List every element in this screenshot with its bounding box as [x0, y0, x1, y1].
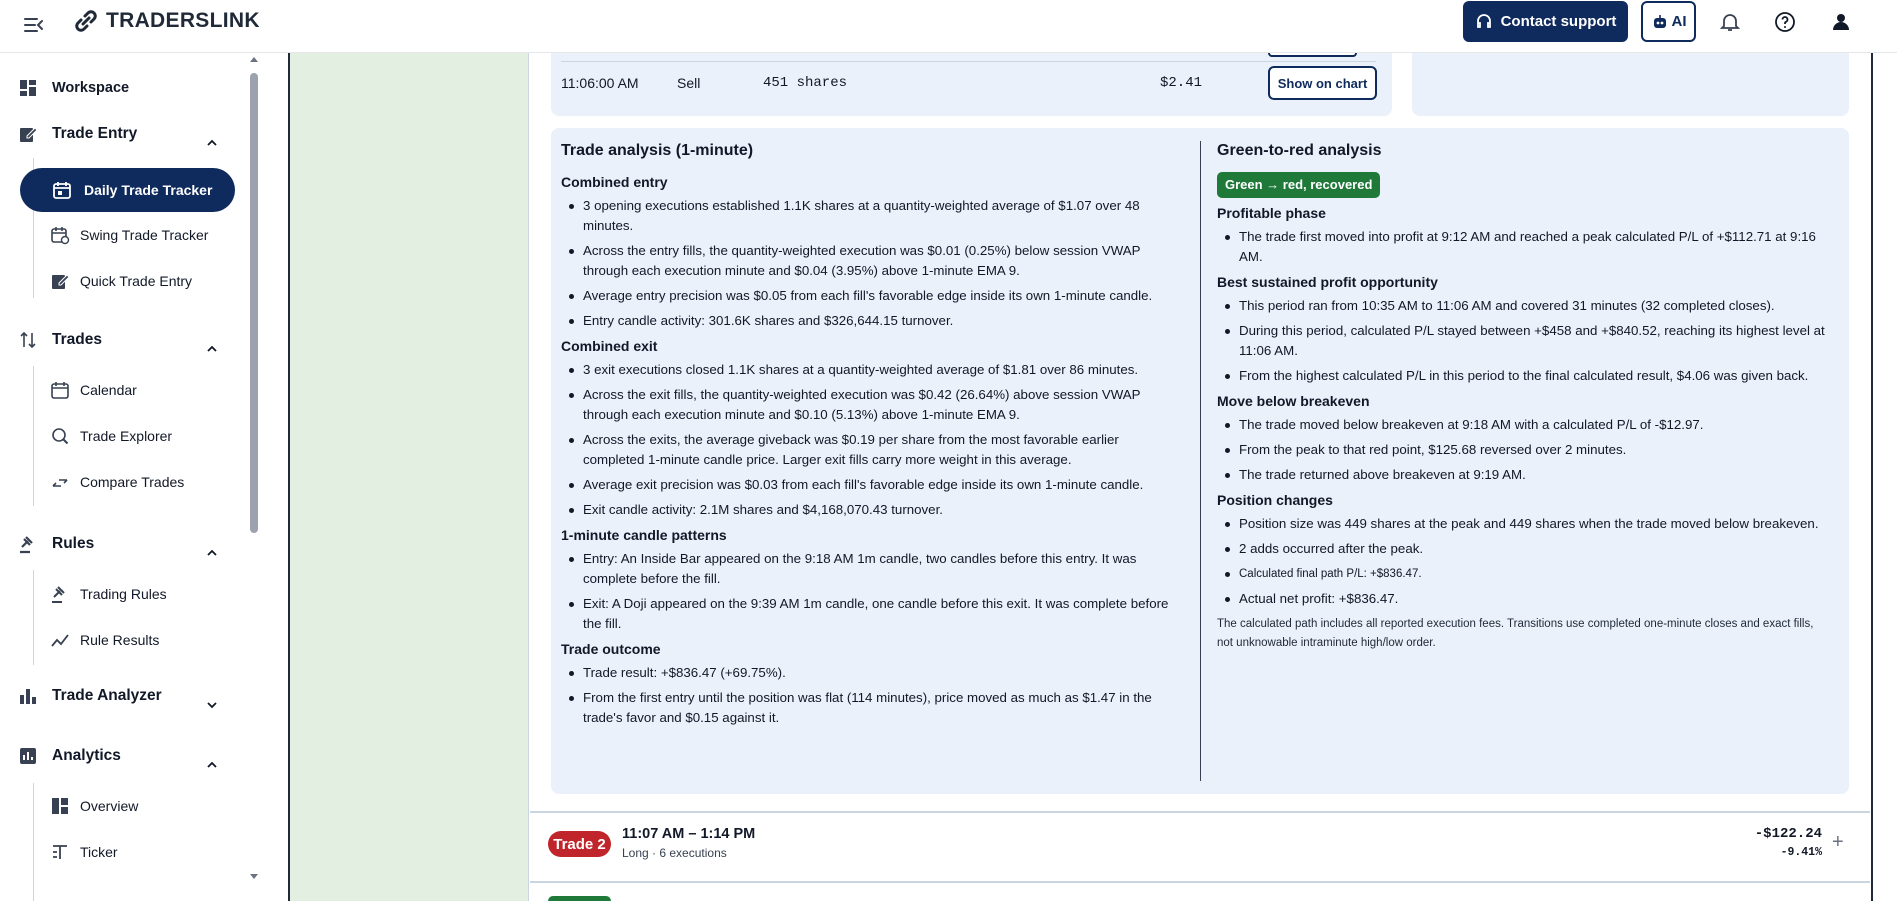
sidebar-scroll-thumb[interactable]	[250, 73, 258, 533]
combined-entry-list	[561, 196, 1181, 331]
workspace-icon	[18, 78, 38, 98]
list-item: 3 opening executions established 1.1K shares at a quantity-weighted average of $1.07 over 48 minutes.	[561, 196, 1181, 236]
sidebar-scrollbar[interactable]	[248, 53, 260, 901]
list-item: From the highest calculated P/L in this period to the final calculated result, $4.06 was given back.	[1217, 366, 1832, 386]
analysis-footnote: The calculated path includes all reported execution fees. Transitions use completed one-minute closes and exact fills, not unknowable intraminute high/low order.	[1217, 618, 1814, 649]
menu-collapse-icon[interactable]	[22, 13, 46, 37]
sidebar-section-trades[interactable]	[18, 330, 102, 350]
list-item: 3 exit executions closed 1.1K shares at a quantity-weighted average of $1.81 over 86 minutes.	[561, 360, 1181, 380]
list-item: From the peak to that red point, $125.68 reversed over 2 minutes.	[1217, 440, 1832, 460]
edit-icon	[50, 271, 70, 291]
sidebar-workspace-label: Workspace	[52, 80, 130, 96]
combined-exit-heading: Combined exit	[561, 338, 658, 354]
show-on-chart-label: Show on chart	[1277, 75, 1368, 91]
top-bar	[0, 0, 1897, 53]
sidebar	[0, 53, 262, 901]
scroll-down-icon[interactable]	[249, 873, 259, 881]
profitable-phase-list	[1217, 227, 1832, 267]
list-item: Across the entry fills, the quantity-weighted execution was $0.01 (0.25%) below session VWAP through each execution minute and $0.04 (3.95%) above 1-minute EMA 9.	[561, 241, 1181, 281]
trade-subtitle: Long · 6 executions	[622, 846, 727, 860]
list-item: Across the exit fills, the quantity-weighted execution was $0.42 (26.64%) above session VWAP through each execution minute and $0.10 (5.13%) above 1-minute EMA 9.	[561, 385, 1181, 425]
sidebar-section-rules[interactable]	[18, 534, 94, 554]
gavel-icon	[18, 534, 38, 554]
profitable-phase-heading: Profitable phase	[1217, 205, 1326, 221]
exec-quantity: 451 shares	[763, 75, 848, 91]
brand-name: TRADERSLINK	[106, 9, 260, 32]
candle-patterns-heading: 1-minute candle patterns	[561, 527, 727, 543]
summary-card	[1412, 53, 1849, 116]
best-opportunity-list	[1217, 296, 1832, 386]
final-path-item: Calculated final path P/L: +$836.47.	[1217, 564, 1832, 584]
sidebar-guide-line	[33, 783, 34, 901]
contact-support-button[interactable]	[1463, 1, 1628, 42]
sidebar-item-compare-trades[interactable]	[50, 472, 184, 492]
net-profit-item: Actual net profit: +$836.47.	[1217, 589, 1832, 609]
bar-chart-icon	[18, 686, 38, 706]
sidebar-guide-line	[33, 366, 34, 506]
sidebar-daily-trade-tracker-label: Daily Trade Tracker	[84, 182, 213, 198]
list-item: Entry: An Inside Bar appeared on the 9:18 AM 1m candle, two candles before this entry. It was complete before the fill.	[561, 549, 1181, 589]
sidebar-item-workspace[interactable]	[18, 78, 129, 98]
list-item: Exit candle activity: 2.1M shares and $4,168,070.43 turnover.	[561, 500, 1181, 520]
bell-icon[interactable]	[1718, 10, 1742, 34]
exec-price: $2.41	[1160, 75, 1203, 91]
sidebar-trade-explorer-label: Trade Explorer	[80, 428, 173, 444]
list-item: Average exit precision was $0.03 from each fill's favorable edge inside its own 1-minute candle.	[561, 475, 1181, 495]
trade-outcome-heading: Trade outcome	[561, 641, 661, 657]
trade-row[interactable]	[530, 811, 1870, 879]
dashboard-icon	[50, 796, 70, 816]
headset-icon	[1475, 13, 1493, 31]
exec-time: 11:06:00 AM	[561, 75, 639, 91]
trade-time-range: 11:07 AM – 1:14 PM	[622, 826, 756, 842]
trade-pnl-percent: -9.41%	[1780, 846, 1822, 859]
trade-pnl: -$122.24	[1754, 826, 1822, 842]
combined-entry-heading: Combined entry	[561, 174, 668, 190]
sort-arrows-icon	[18, 330, 38, 350]
calendar-icon	[50, 380, 70, 400]
chevron-up-icon[interactable]	[206, 759, 218, 771]
trade-row-next[interactable]	[530, 881, 1870, 901]
gavel-icon	[50, 584, 70, 604]
chevron-up-icon[interactable]	[206, 343, 218, 355]
trade-number-badge: Trade 2	[548, 831, 611, 857]
show-on-chart-button-prev[interactable]	[1268, 53, 1357, 57]
below-breakeven-list	[1217, 415, 1832, 485]
list-item: Entry candle activity: 301.6K shares and $326,644.15 turnover.	[561, 311, 1181, 331]
user-avatar-icon[interactable]	[1829, 10, 1853, 34]
sidebar-item-trading-rules[interactable]	[50, 584, 167, 604]
list-item: Average entry precision was $0.05 from each fill's favorable edge inside its own 1-minute candle.	[561, 286, 1181, 306]
chevron-up-icon[interactable]	[206, 547, 218, 559]
calendar-sync-icon	[50, 225, 70, 245]
day-summary-column	[290, 53, 528, 901]
status-badge: Green → red, recovered	[1217, 172, 1380, 198]
sidebar-trading-rules-label: Trading Rules	[80, 586, 167, 602]
sidebar-calendar-label: Calendar	[80, 382, 137, 398]
link-logo-icon	[72, 7, 100, 35]
sidebar-quick-trade-entry-label: Quick Trade Entry	[80, 273, 193, 289]
sidebar-item-daily-trade-tracker[interactable]	[20, 168, 235, 212]
green-to-red-column	[1217, 141, 1832, 653]
chevron-up-icon[interactable]	[206, 137, 218, 149]
list-item: During this period, calculated P/L stayed between +$458 and +$840.52, reaching its highest level at 11:06 AM.	[1217, 321, 1832, 361]
analytics-line-icon	[50, 630, 70, 650]
sidebar-compare-trades-label: Compare Trades	[80, 474, 185, 490]
list-item: Position size was 449 shares at the peak and 449 shares when the trade moved below breakeven.	[1217, 514, 1832, 534]
best-opportunity-heading: Best sustained profit opportunity	[1217, 274, 1438, 290]
sidebar-rules-label: Rules	[52, 535, 95, 552]
sidebar-item-overview[interactable]	[50, 796, 138, 816]
analysis-divider	[1200, 141, 1201, 781]
sidebar-section-trade-entry[interactable]	[18, 124, 137, 144]
sidebar-swing-trade-tracker-label: Swing Trade Tracker	[80, 227, 209, 243]
sidebar-section-trade-analyzer[interactable]	[18, 686, 162, 706]
candle-patterns-list	[561, 549, 1181, 634]
trade-number-badge-next	[548, 896, 611, 901]
sidebar-trades-label: Trades	[52, 331, 102, 348]
sidebar-overview-label: Overview	[80, 798, 139, 814]
list-item: The trade returned above breakeven at 9:19 AM.	[1217, 465, 1832, 485]
expand-trade-icon[interactable]: +	[1832, 831, 1844, 853]
robot-icon	[1651, 13, 1669, 31]
sidebar-rule-results-label: Rule Results	[80, 632, 160, 648]
edit-icon	[18, 124, 38, 144]
sidebar-item-swing-trade-tracker[interactable]	[50, 225, 208, 245]
sidebar-section-analytics[interactable]	[18, 746, 121, 766]
sidebar-trade-entry-label: Trade Entry	[52, 125, 138, 142]
sidebar-item-rule-results[interactable]	[50, 630, 159, 650]
analytics-icon	[18, 746, 38, 766]
calendar-icon	[52, 180, 72, 200]
trade-outcome-list	[561, 663, 1181, 728]
sidebar-item-ticker[interactable]	[50, 842, 118, 862]
ai-label: AI	[1671, 13, 1687, 30]
sidebar-analytics-label: Analytics	[52, 747, 121, 764]
list-item: The trade moved below breakeven at 9:18 AM with a calculated P/L of -$12.97.	[1217, 415, 1832, 435]
green-to-red-title: Green-to-red analysis	[1217, 142, 1382, 159]
execution-row-divider	[561, 61, 1376, 62]
exec-side: Sell	[677, 75, 701, 91]
list-item: Exit: A Doji appeared on the 9:39 AM 1m candle, one candle before this exit. It was complete before the fill.	[561, 594, 1181, 634]
trade-analysis-title: Trade analysis (1-minute)	[561, 142, 754, 159]
below-breakeven-heading: Move below breakeven	[1217, 393, 1370, 409]
sidebar-item-trade-explorer[interactable]	[50, 426, 172, 446]
trade-analysis-column	[561, 141, 1181, 733]
brand-logo[interactable]	[72, 6, 260, 36]
list-item: From the first entry until the position was flat (114 minutes), price moved as much as $1.47 in the trade's favor and $0.15 against it.	[561, 688, 1181, 728]
list-item: This period ran from 10:35 AM to 11:06 AM and covered 31 minutes (32 completed closes).	[1217, 296, 1832, 316]
list-item: Trade result: +$836.47 (+69.75%).	[561, 663, 1181, 683]
scroll-up-icon[interactable]	[249, 55, 259, 63]
chevron-down-icon[interactable]	[206, 699, 218, 711]
combined-exit-list	[561, 360, 1181, 520]
list-item: The trade first moved into profit at 9:12 AM and reached a peak calculated P/L of +$112.71 at 9:16 AM.	[1217, 227, 1832, 267]
ai-button[interactable]	[1641, 1, 1696, 42]
sidebar-trade-analyzer-label: Trade Analyzer	[52, 687, 162, 704]
contact-support-label: Contact support	[1500, 13, 1617, 30]
ticker-icon	[50, 842, 70, 862]
sidebar-item-calendar[interactable]	[50, 380, 137, 400]
help-icon[interactable]	[1773, 10, 1797, 34]
sidebar-ticker-label: Ticker	[80, 844, 118, 860]
position-changes-list	[1217, 514, 1832, 609]
show-on-chart-button[interactable]	[1268, 66, 1377, 100]
compare-arrows-icon	[50, 472, 70, 492]
list-item: Across the exits, the average giveback was $0.19 per share from the most favorable earlier completed 1-minute candle price. Larger exit fills carry more weight in this average.	[561, 430, 1181, 470]
position-changes-heading: Position changes	[1217, 492, 1333, 508]
list-item: 2 adds occurred after the peak.	[1217, 539, 1832, 559]
sidebar-guide-line	[33, 570, 34, 665]
sidebar-item-quick-trade-entry[interactable]	[50, 271, 192, 291]
explorer-search-icon	[50, 426, 70, 446]
